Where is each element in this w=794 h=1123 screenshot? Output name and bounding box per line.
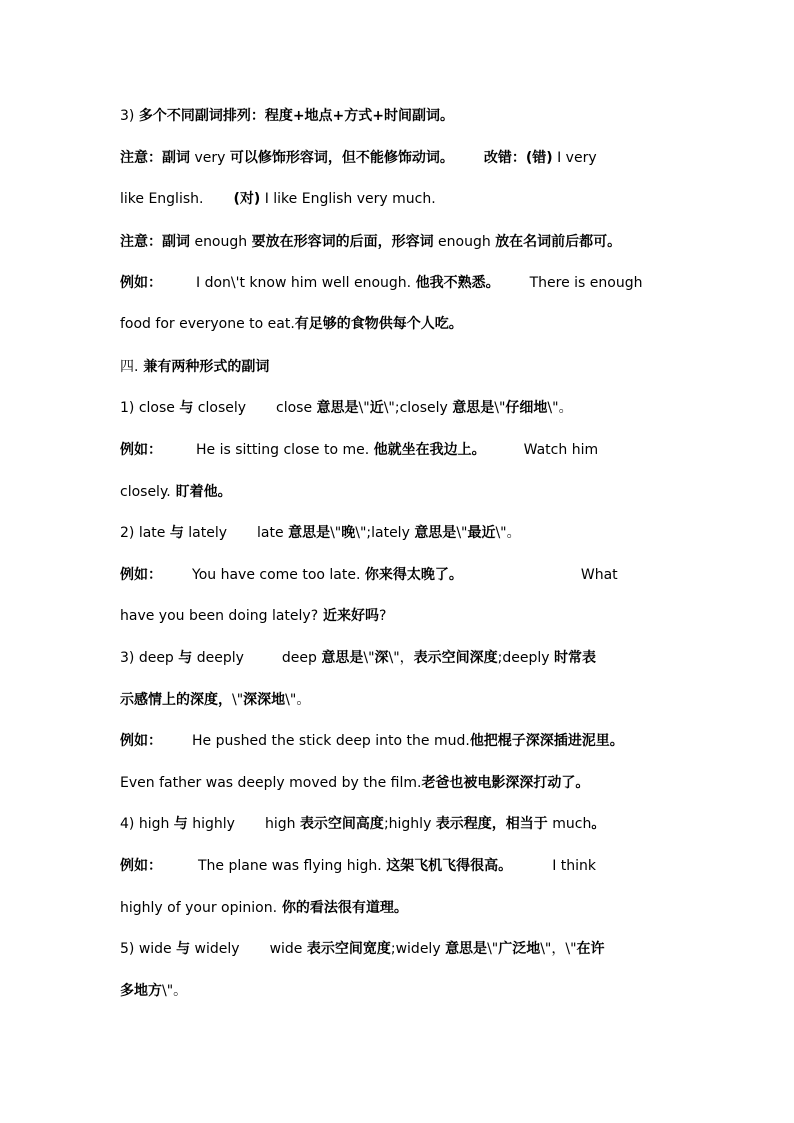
line-adverb-order: 3) 多个不同副词排列：程度+地点+方式+时间副词。: [120, 108, 455, 124]
line-high-highly: 4) high 与 highly high 表示空间高度;highly 表示程度，相当于 much。: [120, 816, 606, 832]
line-close-example-cont: closely. 盯着他。: [120, 484, 232, 500]
line-deep-deeply-cont: 示感情上的深度，\"深深地\"。: [120, 692, 311, 708]
line-wide-widely-cont: 多地方\"。: [120, 983, 188, 999]
line-late-lately: 2) late 与 lately late 意思是\"晚\";lately 意思是\"最近\"。: [120, 525, 521, 541]
line-close-closely: 1) close 与 closely close 意思是\"近\";closely 意思是\"仔细地\"。: [120, 400, 573, 416]
line-deep-example: 例如： He pushed the stick deep into the mud.他把棍子深深插进泥里。: [120, 733, 624, 749]
line-very-correct: like English. (对) I like English very much.: [120, 191, 436, 207]
line-high-example-cont: highly of your opinion. 你的看法很有道理。: [120, 900, 408, 916]
line-deep-deeply: 3) deep 与 deeply deep 意思是\"深\"，表示空间深度;deeply 时常表: [120, 650, 597, 666]
section-heading-4: 四. 兼有两种形式的副词: [120, 359, 270, 375]
line-wide-widely: 5) wide 与 widely wide 表示空间宽度;widely 意思是\"广泛地\"，\"在许: [120, 941, 605, 957]
line-enough-example: 例如： I don\'t know him well enough. 他我不熟悉。 There is enough: [120, 275, 643, 291]
line-late-example-cont: have you been doing lately? 近来好吗?: [120, 608, 387, 624]
line-late-example: 例如： You have come too late. 你来得太晚了。 What: [120, 567, 618, 583]
line-close-example: 例如： He is sitting close to me. 他就坐在我边上。 Watch him: [120, 442, 599, 458]
line-deeply-example: Even father was deeply moved by the film.老爸也被电影深深打动了。: [120, 775, 590, 791]
line-enough-example-cont: food for everyone to eat.有足够的食物供每个人吃。: [120, 316, 463, 332]
line-enough-note: 注意：副词 enough 要放在形容词的后面，形容词 enough 放在名词前后都可。: [120, 234, 622, 250]
line-high-example: 例如： The plane was flying high. 这架飞机飞得很高。 I think: [120, 858, 596, 874]
line-very-note: 注意：副词 very 可以修饰形容词，但不能修饰动词。 改错：(错) I very: [120, 150, 597, 166]
